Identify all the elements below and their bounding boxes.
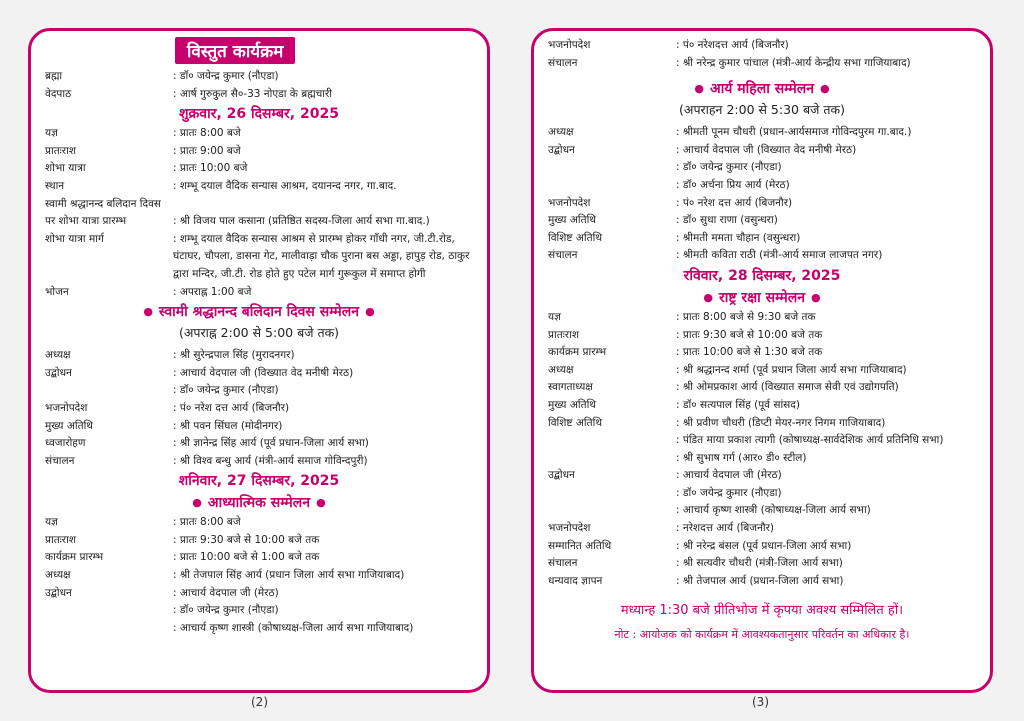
session4-udbodhan-row (548, 467, 976, 485)
row-value: : प्रातः 10:00 बजे से 1:30 बजे तक (676, 346, 823, 359)
schedule-row (45, 532, 473, 550)
row-value: : आचार्य वेदपाल जी (मेरठ) (676, 469, 782, 482)
row-value: : आचार्य वेदपाल जी (विख्यात वेद मनीषी मेरठ) (676, 143, 857, 156)
right-page-panel (531, 28, 993, 693)
continuation-line: : आचार्य कृष्ण शास्त्री (कोषाध्यक्ष-जिला आर्य सभा गाजियाबाद) (173, 621, 414, 634)
row-label: मुख्य अतिथि (548, 214, 597, 227)
row-label: कार्यक्रम प्रारम्भ (45, 551, 104, 564)
row-label: शोभा यात्रा (45, 162, 86, 175)
day1-rows (45, 125, 473, 195)
bullet-dot-icon: ● (820, 82, 830, 96)
schedule-row (548, 362, 976, 380)
session4-title: राष्ट्र रक्षा सम्मेलन (719, 289, 805, 306)
row-value: : प्रातः 9:30 बजे से 10:00 बजे तक (676, 328, 823, 341)
row-value: : प्रातः 9:00 बजे (173, 144, 241, 157)
schedule-row (548, 124, 976, 142)
row-label: संचालन (548, 56, 578, 69)
row-label: वेदपाठ (45, 87, 72, 100)
schedule-row (548, 230, 976, 248)
row-label: उद्बोधन (45, 586, 72, 599)
continuation-line: : आचार्य कृष्ण शास्त्री (कोषाध्यक्ष-जिला आर्य सभा) (676, 504, 871, 517)
schedule-row (45, 178, 473, 196)
row-value: : नरेशदत्त आर्य (बिजनौर) (676, 522, 775, 535)
row-value: : प्रातः 8:00 बजे (173, 516, 241, 529)
schedule-row (45, 400, 473, 418)
row-value: : डॉ० सुधा राणा (वसुन्धरा) (676, 214, 778, 227)
row-value: : श्री प्रवीण चौधरी (डिप्टी मेयर-नगर निगम गाजियाबाद) (676, 416, 886, 429)
row-value: : शम्भू दयाल वैदिक सन्यास आश्रम, दयानन्द नगर, गा.बाद. (173, 179, 397, 192)
standalone-label-row (45, 196, 473, 214)
row-label: प्रातःराश (45, 533, 76, 546)
session4-title-line (548, 287, 976, 309)
row-value: : श्री ज्ञानेन्द्र सिंह आर्य (पूर्व प्रधान-जिला आर्य सभा) (173, 437, 369, 450)
row-value: : श्री नरेन्द्र कुमार पांचाल (मंत्री-आर्य केन्द्रीय सभा गाजियाबाद) (676, 56, 911, 69)
row-label: भोजन (45, 285, 69, 298)
schedule-row (45, 365, 473, 383)
session3-title: आर्य महिला सम्मेलन (709, 81, 814, 98)
row-value: : अपराह्न 1:00 बजे (173, 285, 252, 298)
day2-date: शनिवार, 27 दिसम्बर, 2025 (178, 473, 340, 490)
row-label: भजनोपदेश (548, 39, 591, 51)
row-label: मुख्य अतिथि (45, 419, 94, 432)
row-value: : प्रातः 10:00 बजे (173, 162, 248, 175)
standalone-label: स्वामी श्रद्धानन्द बलिदान दिवस (45, 197, 162, 210)
bullet-dot-icon: ● (316, 496, 326, 510)
row-value: : श्री ओमप्रकाश आर्य (विख्यात समाज सेवी एवं उद्योगपति) (676, 381, 899, 394)
row-label: अध्यक्ष (548, 126, 574, 139)
session1-title-line (45, 301, 473, 323)
row-value: : श्री सुरेन्द्रपाल सिंह (मुरादनगर) (173, 349, 295, 362)
schedule-row (45, 125, 473, 143)
schedule-row (548, 195, 976, 213)
schedule-row (45, 435, 473, 453)
schedule-row (45, 549, 473, 567)
bullet-dot-icon: ● (694, 82, 704, 96)
schedule-row (548, 555, 976, 573)
row-label: उद्बोधन (45, 366, 72, 379)
row-label: सम्मानित अतिथि (548, 539, 612, 552)
bullet-dot-icon: ● (703, 290, 714, 304)
row-label: ध्वजारोहण (45, 437, 86, 450)
row-value: : प्रातः 8:00 बजे (173, 127, 241, 140)
row-value: : पं० नरेशदत्त आर्य (बिजनौर) (676, 39, 789, 51)
schedule-row (548, 415, 976, 433)
row-value: : डॉ० जयेन्द्र कुमार (नौएडा) (173, 70, 279, 82)
session1-time: (अपराह्न 2:00 से 5:00 बजे तक) (178, 325, 340, 341)
row-label: संचालन (45, 454, 75, 467)
page-number-right: (3) (752, 695, 769, 709)
schedule-row (548, 247, 976, 265)
row-label: भजनोपदेश (45, 401, 88, 414)
session3-title-line (548, 78, 976, 100)
row-label: पर शोभा यात्रा प्रारम्भ (45, 215, 127, 228)
schedule-row (45, 160, 473, 178)
continuation-line: : डॉ० जयेन्द्र कुमार (नौएडा) (676, 486, 782, 499)
lunch-row (45, 284, 473, 302)
program-banner: विस्तुत कार्यक्रम (175, 37, 295, 64)
row-value: : आचार्य वेदपाल जी (मेरठ) (173, 586, 279, 599)
row-label: मुख्य अतिथि (548, 398, 597, 411)
schedule-row (548, 520, 976, 538)
schedule-row (45, 514, 473, 532)
row-label: यज्ञ (45, 127, 58, 140)
row-value: : श्रीमती कविता राठी (मंत्री-आर्य समाज लाजपत नगर) (676, 249, 883, 262)
row-label: विशिष्ट अतिथि (548, 231, 603, 244)
schedule-row (45, 86, 473, 104)
row-value: : श्री सत्यवीर चौधरी (मंत्री-जिला आर्य सभा) (676, 557, 843, 570)
row-value: : श्री पवन सिंघल (मोदीनगर) (173, 419, 283, 432)
continuation-line: : डॉ० जयेन्द्र कुमार (नौएडा) (173, 604, 279, 617)
row-value: : पं० नरेश दत्त आर्य (बिजनौर) (173, 401, 290, 414)
session3-rows-2 (548, 195, 976, 265)
continuation-line: : डॉ० जयेन्द्र कुमार (नौएडा) (173, 384, 279, 397)
top-rows (548, 37, 976, 72)
schedule-row (548, 309, 976, 327)
schedule-row (548, 538, 976, 556)
continuation-line: : श्री सुभाष गर्ग (आर० डी० स्टील) (676, 451, 807, 464)
row-label: प्रातःराश (45, 144, 76, 157)
left-page-panel (28, 28, 490, 693)
schedule-row (45, 453, 473, 471)
continuation-line: : डॉ० जयेन्द्र कुमार (नौएडा) (676, 161, 782, 174)
row-label: संचालन (548, 557, 578, 570)
row-value: : प्रातः 8:00 बजे से 9:30 बजे तक (676, 310, 816, 323)
schedule-row (548, 379, 976, 397)
day1-date: शुक्रवार, 26 दिसम्बर, 2025 (179, 106, 339, 123)
continuation-line: : डॉ० अर्चना प्रिय आर्य (मेरठ) (676, 178, 790, 191)
row-value: : श्री विश्व बन्धु आर्य (मंत्री-आर्य समाज गोविन्दपुरी) (173, 454, 368, 467)
row-label: उद्बोधन (548, 469, 575, 482)
continuation-line: : पंडित माया प्रकाश त्यागी (कोषाध्यक्ष-सार्वदेशिक आर्य प्रतिनिधि सभा) (676, 434, 944, 447)
row-value: : श्री नरेन्द्र बंसल (पूर्व प्रधान-जिला आर्य सभा) (676, 539, 852, 552)
row-label: धन्यवाद ज्ञापन (548, 574, 603, 587)
row-label: संचालन (548, 249, 578, 262)
schedule-row (548, 142, 976, 160)
row-label: विशिष्ट अतिथि (548, 416, 603, 429)
schedule-row (548, 212, 976, 230)
row-value: : श्री तेजपाल आर्य (प्रधान-जिला आर्य सभा) (676, 574, 844, 587)
schedule-row (548, 397, 976, 415)
row-label: अध्यक्ष (45, 349, 71, 362)
row-value: : शम्भू दयाल वैदिक सन्यास आश्रम से प्रारम्भ होकर गाँधी नगर, जी.टी.रोड, घंटाघर, चौपला, डासना गेट, मालीवाड़ा चौक पुराना बस अड्डा, हापुड़ रोड, ठाकुर द्वारा मन्दिर, जी.टी. रोड होते हुए पटेल मार्ग गुरूकुल में समाप्त होगी (173, 232, 470, 280)
row-label: स्वागताध्यक्ष (548, 381, 593, 394)
row-label: स्थान (45, 179, 65, 192)
row-label: ब्रह्मा (45, 70, 63, 82)
schedule-row (548, 37, 976, 55)
row-label: अध्यक्ष (548, 363, 574, 376)
row-value: : आर्ष गुरुकुल सै०-33 नोएडा के ब्रह्मचारी (173, 87, 333, 100)
bullet-dot-icon: ● (810, 290, 821, 304)
session4-rows (548, 309, 976, 432)
row-label: प्रातःराश (548, 328, 579, 341)
row-label: भजनोपदेश (548, 522, 591, 535)
bullet-dot-icon: ● (192, 496, 202, 510)
schedule-row (45, 418, 473, 436)
row-value: : श्री श्रद्धानन्द शर्मा (पूर्व प्रधान जिला आर्य सभा गाजियाबाद) (676, 363, 907, 376)
row-label: कार्यक्रम प्रारम्भ (548, 346, 607, 359)
session2-title: आध्यात्मिक सम्मेलन (207, 495, 311, 512)
footer-note: नोट : आयोजक को कार्यक्रम में आवश्यकतानुसार परिवर्तन का अधिकार है। (614, 628, 910, 642)
session2-rows (45, 514, 473, 602)
schedule-row (548, 344, 976, 362)
head-rows (45, 68, 473, 103)
row-value: : श्री तेजपाल सिंह आर्य (प्रधान जिला आर्य सभा गाजियाबाद) (173, 569, 405, 582)
schedule-row (45, 567, 473, 585)
schedule-row (45, 143, 473, 161)
day3-date: रविवार, 28 दिसम्बर, 2025 (683, 267, 841, 284)
session1-rows (45, 347, 473, 382)
page-number-left: (2) (251, 695, 268, 709)
session1-title: स्वामी श्रद्धानन्द बलिदान दिवस सम्मेलन (158, 304, 360, 321)
session2-title-line (45, 492, 473, 514)
schedule-row (45, 68, 473, 86)
row-value: : पं० नरेश दत्त आर्य (बिजनौर) (676, 196, 793, 209)
row-value: : डॉ० सत्यपाल सिंह (पूर्व सांसद) (676, 398, 800, 411)
bullet-dot-icon: ● (365, 305, 375, 319)
row-value: : प्रातः 10:00 बजे से 1:00 बजे तक (173, 551, 320, 564)
row-label: भजनोपदेश (548, 196, 591, 209)
row-value: : श्री विजय पाल कसाना (प्रतिष्ठित सदस्य-जिला आर्य सभा गा.बाद.) (173, 215, 430, 228)
session3-rows (548, 124, 976, 159)
session3-time: (अपराहन 2:00 से 5:30 बजे तक) (679, 102, 845, 118)
row-label: यज्ञ (45, 516, 58, 529)
session4-rows-2 (548, 520, 976, 590)
schedule-row (548, 55, 976, 73)
bullet-dot-icon: ● (143, 305, 153, 319)
row-value: : श्रीमती ममता चौहान (वसुन्धरा) (676, 231, 801, 244)
row-label: यज्ञ (548, 310, 561, 323)
schedule-row (45, 347, 473, 365)
row-label: उद्बोधन (548, 143, 575, 156)
row-label: शोभा यात्रा मार्ग (45, 232, 104, 245)
schedule-row (45, 585, 473, 603)
schedule-row (548, 327, 976, 345)
row-value: : श्रीमती पूनम चौधरी (प्रधान-आर्यसमाज गोविन्दपुरम गा.बाद.) (676, 126, 912, 139)
session1-rows-2 (45, 400, 473, 470)
schedule-row (548, 573, 976, 591)
row-value: : प्रातः 9:30 बजे से 10:00 बजे तक (173, 533, 320, 546)
route-row (45, 231, 473, 284)
row-label: अध्यक्ष (45, 569, 71, 582)
row-value: : आचार्य वेदपाल जी (विख्यात वेद मनीषी मेरठ) (173, 366, 354, 379)
lunch-note: मध्यान्ह 1:30 बजे प्रीतिभोज में कृपया अवश्य सम्मिलित हों। (620, 603, 904, 619)
procession-row (45, 213, 473, 231)
